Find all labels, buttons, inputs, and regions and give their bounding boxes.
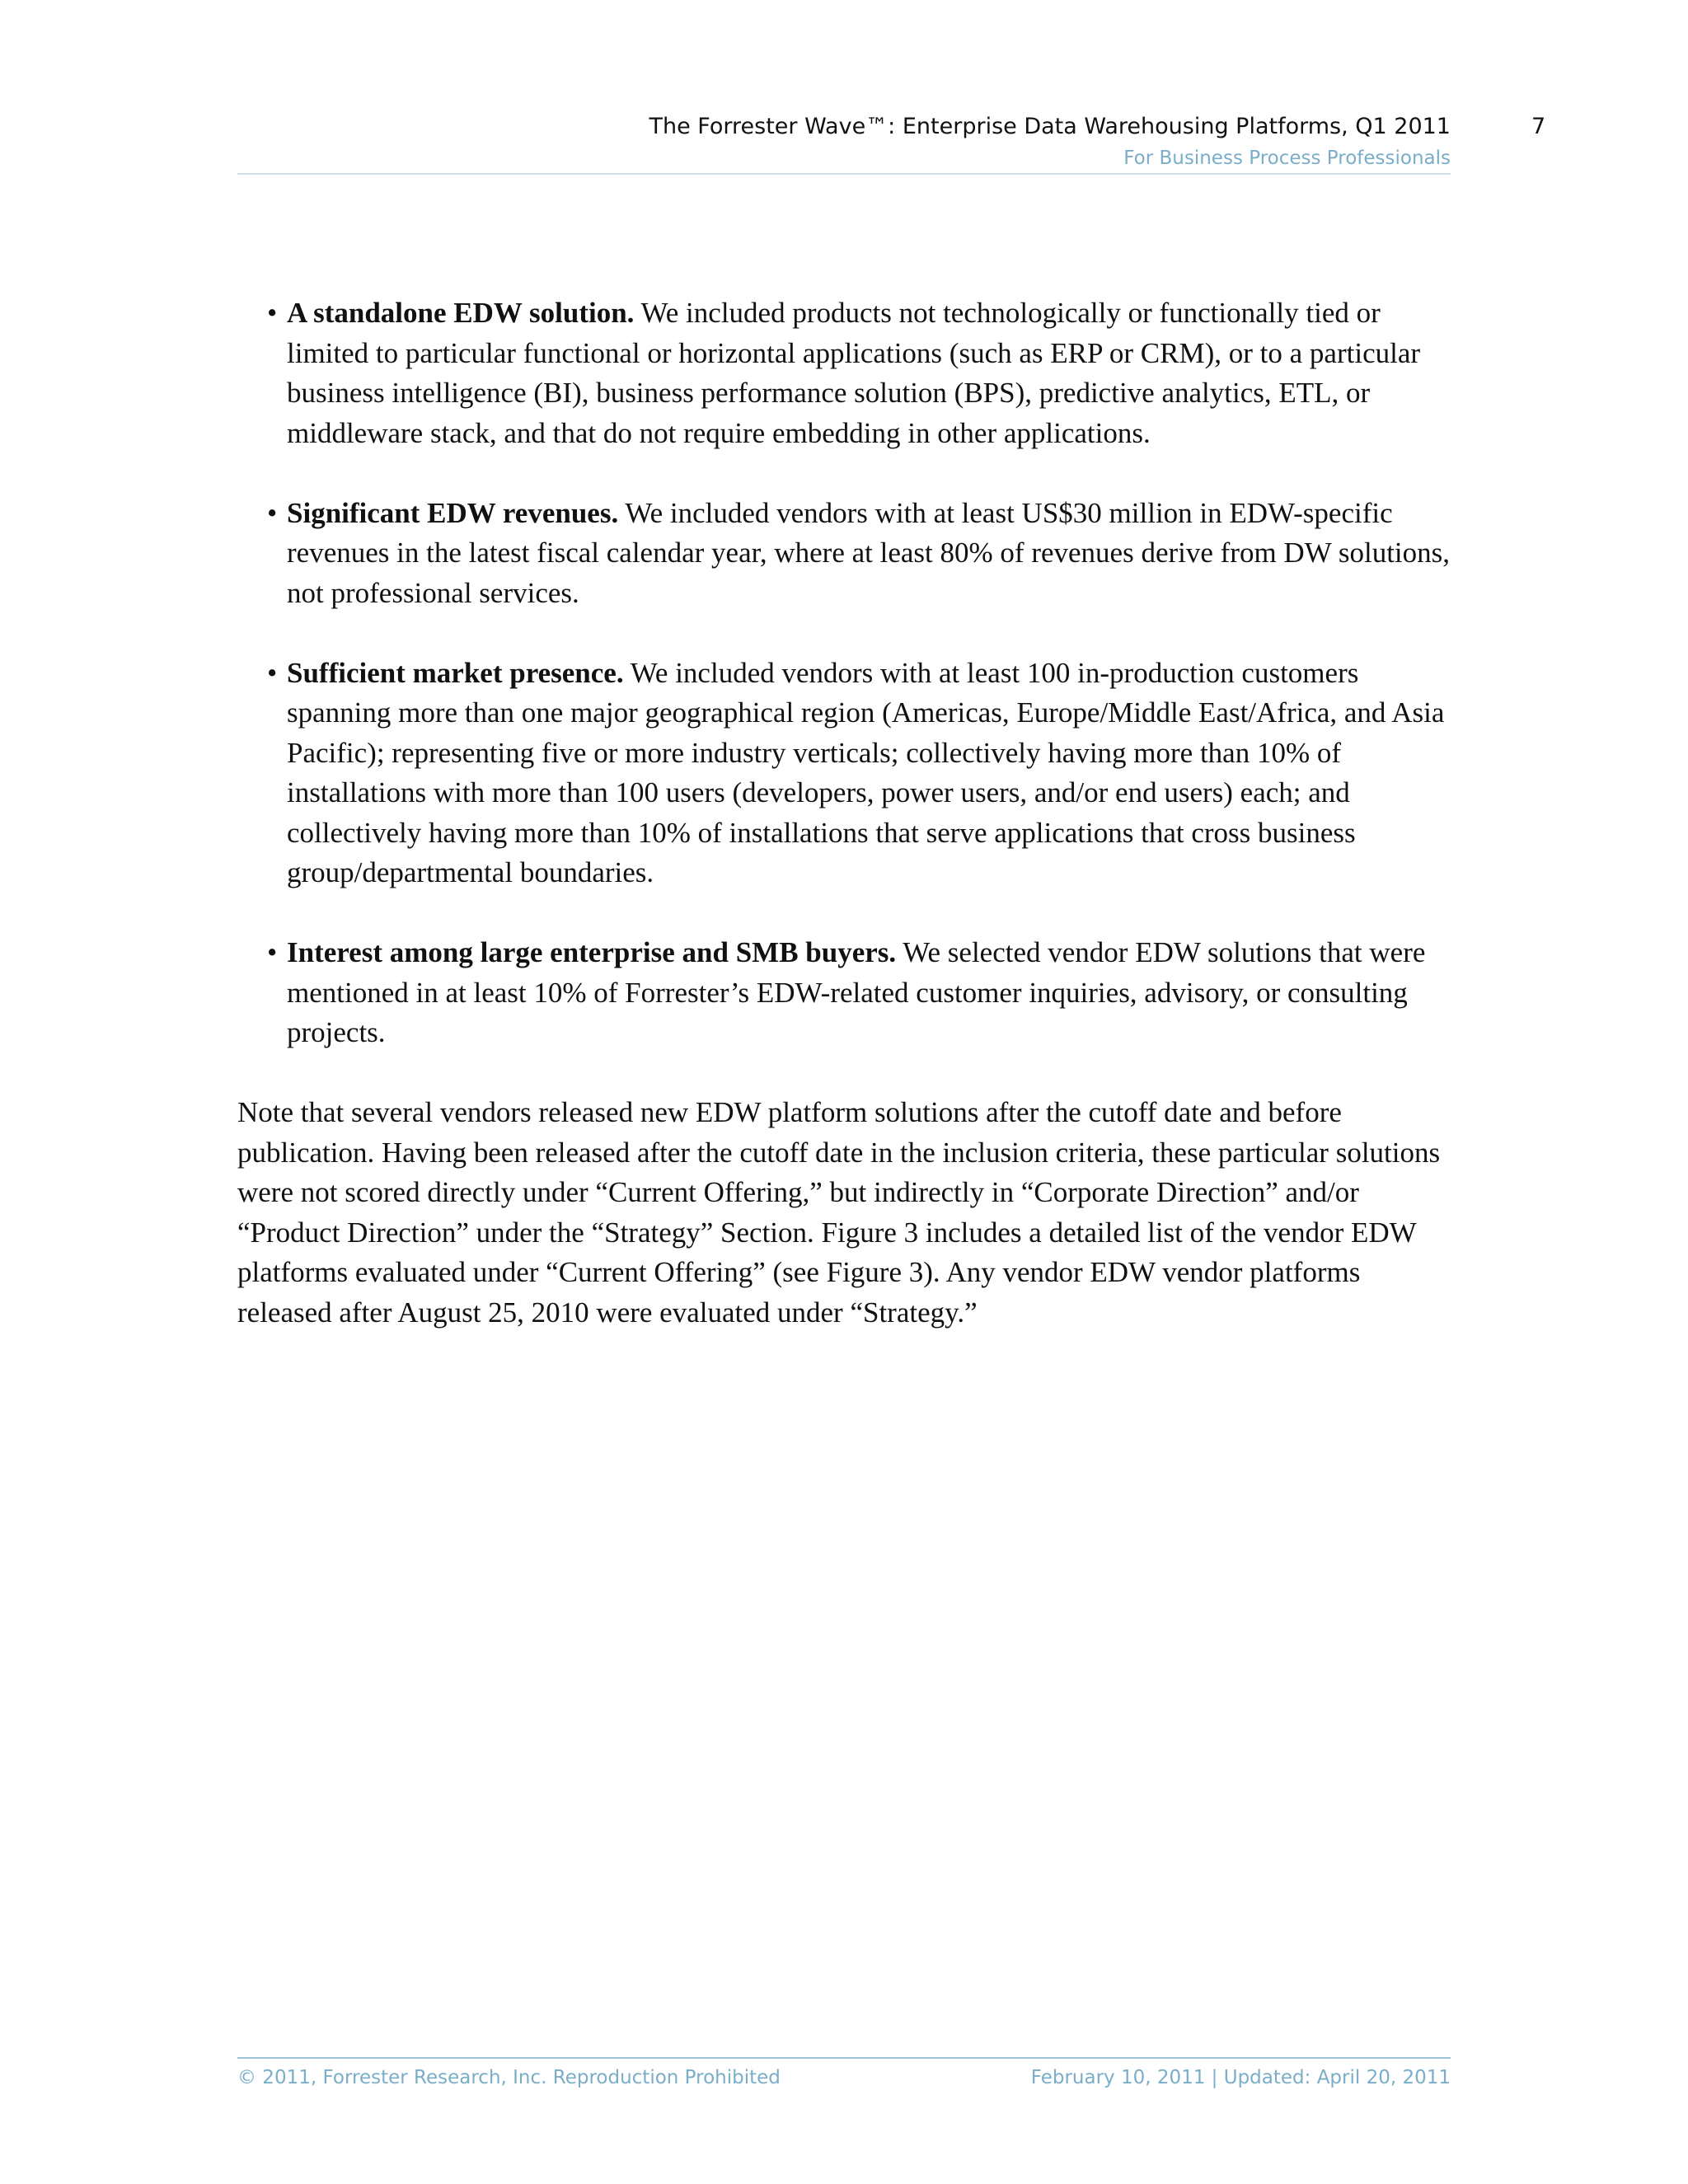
- criterion-text: We included vendors with at least US$30 million in EDW-specific revenues in the latest fiscal calendar year, where at least 80% of revenues derive from DW solutions, not professional services.: [287, 496, 1451, 609]
- bullet-icon: •: [267, 496, 278, 529]
- bullet-icon: •: [267, 297, 278, 329]
- criterion-heading: Significant EDW revenues.: [287, 496, 619, 529]
- list-item: [237, 293, 1451, 453]
- criterion-heading: A standalone EDW solution.: [287, 297, 635, 329]
- report-title: The Forrester Wave™: Enterprise Data Warehousing Platforms, Q1 2011: [649, 114, 1451, 139]
- publication-date: February 10, 2011 | Updated: April 20, 2011: [1030, 2067, 1451, 2088]
- criterion-heading: Sufficient market presence.: [287, 656, 624, 689]
- main-content: [237, 293, 1451, 1333]
- criterion-text: We included products not technologically or functionally tied or limited to particular functional or horizontal applications (such as ERP or CRM), or to a particular business intelligence (BI), business performance solution (BPS), predictive analytics, ETL, or middleware stack, and that do not require embedding in other applications.: [287, 297, 1421, 449]
- criterion-text: We selected vendor EDW solutions that were mentioned in at least 10% of Forrester’s EDW-related customer inquiries, advisory, or consulting projects.: [287, 936, 1426, 1048]
- list-item: [237, 654, 1451, 893]
- note-paragraph: Note that several vendors released new EDW platform solutions after the cutoff date and before publication. Having been released after the cutoff date in the inclusion criteria, these particular solutions were not scored directly under “Current Offering,” but indirectly in “Corporate Direction” and/or “Product Direction” under the “Strategy” Section. Figure 3 includes a detailed list of the vendor EDW platforms evaluated under “Current Offering” (see Figure 3). Any vendor EDW vendor platforms released after August 25, 2010 were evaluated under “Strategy.”: [237, 1096, 1441, 1329]
- report-audience: For Business Process Professionals: [1123, 148, 1451, 169]
- bullet-icon: •: [267, 656, 278, 689]
- page-header: [237, 114, 1451, 175]
- list-item: [237, 933, 1451, 1053]
- copyright-notice: © 2011, Forrester Research, Inc. Reproduction Prohibited: [237, 2067, 781, 2088]
- criterion-text: We included vendors with at least 100 in-production customers spanning more than one major geographical region (Americas, Europe/Middle East/Africa, and Asia Pacific); representing five or more industry verticals; collectively having more than 10% of installations with more than 100 users (developers, power users, and/or end users) each; and collectively having more than 10% of installations that serve applications that cross business group/departmental boundaries.: [287, 656, 1445, 888]
- criterion-heading: Interest among large enterprise and SMB buyers.: [287, 936, 897, 968]
- page-footer: [237, 2057, 1451, 2092]
- inclusion-criteria-list: [237, 293, 1451, 1053]
- bullet-icon: •: [267, 936, 278, 968]
- list-item: [237, 494, 1451, 614]
- page-number: 7: [1531, 114, 1546, 139]
